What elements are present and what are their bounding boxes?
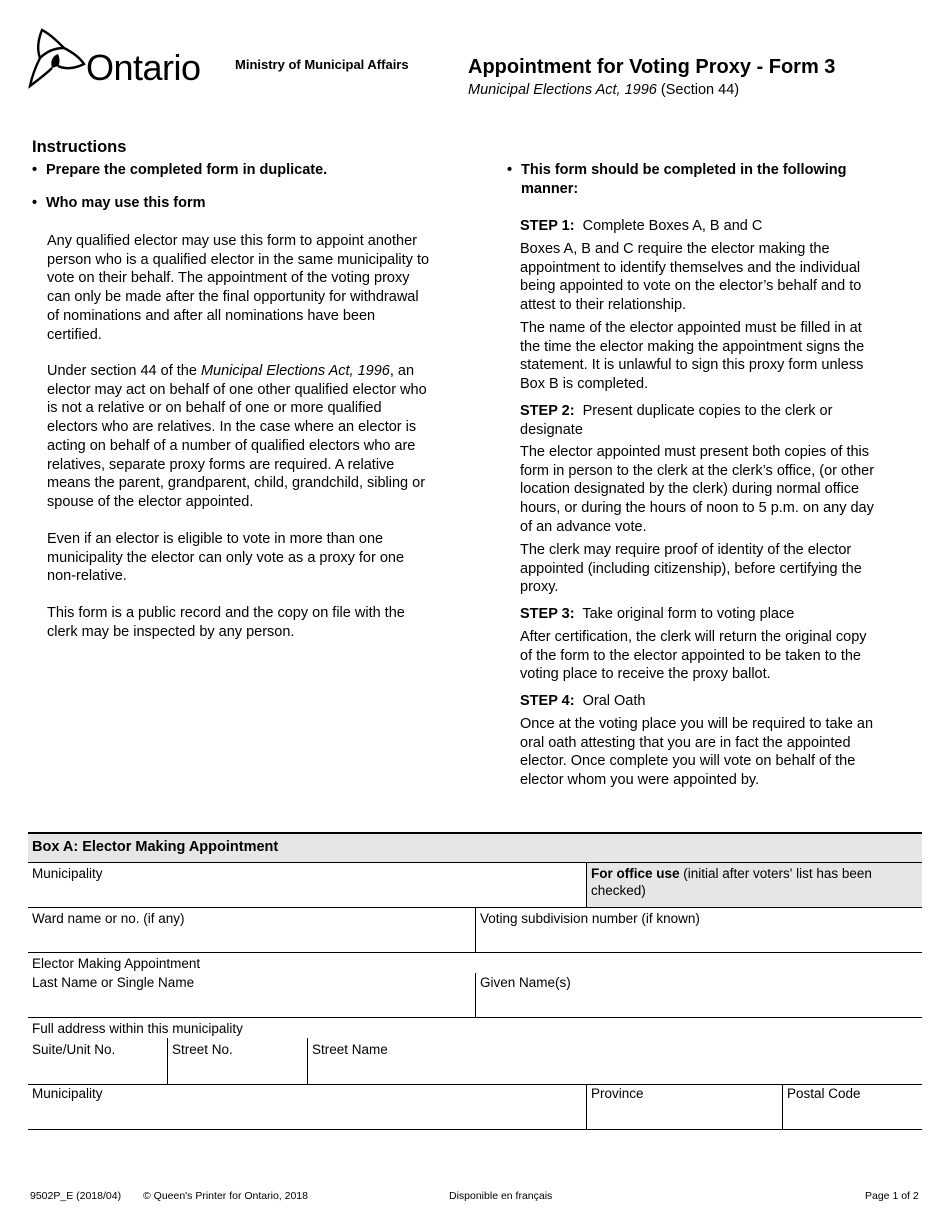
municipality-field[interactable] [28, 863, 586, 907]
postal-code-label: Postal Code [787, 1086, 861, 1101]
step1-heading: STEP 1: Complete Boxes A, B and C [520, 218, 763, 234]
paragraph-section-44: Under section 44 of the Municipal Elections Act, 1996, an elector may act on behalf of one other qualified elector who is not a relative or on behalf of one or more qualified electors who are relatives. In the case where an elector is acting on behalf of a number of qualified electors who are relatives, separate proxy forms are required. A relative means the parent, grandparent, child, grandchild, sibling or spouse of the elector appointed. [47, 363, 427, 510]
suite-field[interactable] [28, 1038, 167, 1084]
province-field[interactable] [586, 1085, 782, 1129]
form-code: 9502P_E (2018/04) [30, 1190, 122, 1202]
office-use-field [586, 863, 922, 907]
location-row [28, 1085, 922, 1130]
voting-subdivision-field[interactable] [475, 908, 922, 952]
full-address-label: Full address within this municipality [32, 1021, 243, 1036]
voting-subdivision-label: Voting subdivision number (if known) [480, 911, 700, 926]
step3-paragraph: After certification, the clerk will return the original copy of the form to the elector appointed to be taken to the voting place to receive the proxy ballot. [520, 629, 867, 683]
french-availability: Disponible en français [449, 1190, 553, 1202]
suite-label: Suite/Unit No. [32, 1042, 116, 1057]
bullet-icon: • [32, 195, 38, 211]
act-name: Municipal Elections Act, 1996 [468, 82, 657, 98]
box-a-heading: Box A: Elector Making Appointment [32, 839, 279, 855]
address-row [28, 1018, 922, 1085]
ward-field[interactable] [28, 908, 475, 952]
bullet-duplicate: • Prepare the completed form in duplicate. [32, 162, 328, 178]
step4-heading: STEP 4: Oral Oath [520, 693, 646, 709]
street-no-label: Street No. [172, 1042, 233, 1057]
paragraph-public-record: This form is a public record and the copy on file with the clerk may be inspected by any person. [47, 605, 405, 640]
box-a-heading-row [28, 834, 922, 863]
street-name-field[interactable] [307, 1038, 922, 1084]
step3-heading: STEP 3: Take original form to voting place [520, 606, 795, 622]
step1-paragraph-2: The name of the elector appointed must be filled in at the time the elector making the appointment signs the statement. It is unlawful to sign this proxy form unless Box B is completed. [520, 320, 865, 393]
logo-text: Ontario [86, 47, 201, 88]
step2-paragraph-2: The clerk may require proof of identity of the elector appointed (including citizenship), before certifying the proxy. [520, 542, 862, 596]
elector-making-label: Elector Making Appointment [32, 956, 201, 971]
act-section: (Section 44) [656, 82, 740, 98]
bullet-who-may-use: • Who may use this form [32, 195, 206, 211]
elector-name-row [28, 953, 922, 1018]
last-name-field[interactable] [28, 973, 475, 1017]
given-names-field[interactable] [475, 973, 922, 1017]
ward-label: Ward name or no. (if any) [32, 911, 185, 926]
municipality-2-label: Municipality [32, 1086, 103, 1101]
bullet-icon: • [32, 162, 38, 178]
box-a-form [28, 832, 922, 1131]
step1-paragraph-1: Boxes A, B and C require the elector making the appointment to identify themselves and the individual being appointed to vote on the elector’s behalf and to attest to their relationship. [520, 241, 862, 314]
paragraph-who-may-use: Any qualified elector may use this form to appoint another person who is a qualified elector in the same municipality to vote on their behalf. The appointment of the voting proxy can only be made after the final opportunity for withdrawal of nominations and after all nominations have been certified. [47, 233, 430, 343]
instructions-heading: Instructions [32, 138, 127, 156]
street-no-field[interactable] [167, 1038, 307, 1084]
step2-paragraph-1: The elector appointed must present both copies of this form in person to the clerk at the clerk’s office, (or other location designated by the clerk) during normal office hours, or during the hours of noon to 5 p.m. on any day of an advance vote. [520, 444, 875, 535]
postal-code-field[interactable] [782, 1085, 922, 1129]
ministry-name: Ministry of Municipal Affairs [235, 57, 409, 72]
province-label: Province [591, 1086, 644, 1101]
ward-row [28, 908, 922, 953]
copyright: © Queen's Printer for Ontario, 2018 [143, 1190, 308, 1202]
office-use-label: For office use (initial after voters' list has been checked) [591, 866, 872, 898]
given-names-label: Given Name(s) [480, 975, 571, 990]
paragraph-more-than-one: Even if an elector is eligible to vote in more than one municipality the elector can only vote as a proxy for one non-relative. [47, 531, 405, 585]
step2-heading: STEP 2: Present duplicate copies to the clerk or designate [520, 403, 833, 438]
municipality-row [28, 863, 922, 908]
page-number: Page 1 of 2 [865, 1190, 919, 1202]
form-subtitle [468, 82, 739, 98]
bullet-icon: • [507, 162, 513, 178]
last-name-label: Last Name or Single Name [32, 975, 195, 990]
street-name-label: Street Name [312, 1042, 388, 1057]
bullet-completion-manner: • This form should be completed in the following manner: [507, 162, 847, 197]
municipality-2-field[interactable] [28, 1085, 586, 1129]
form-title: Appointment for Voting Proxy - Form 3 [468, 56, 836, 78]
step4-paragraph: Once at the voting place you will be required to take an oral oath attesting that you are in fact the appointed elector. Once complete you will vote on behalf of the elector whom you were appointed by. [520, 716, 874, 789]
municipality-label: Municipality [32, 866, 103, 881]
ontario-logo [28, 28, 208, 90]
trillium-icon [28, 28, 88, 90]
